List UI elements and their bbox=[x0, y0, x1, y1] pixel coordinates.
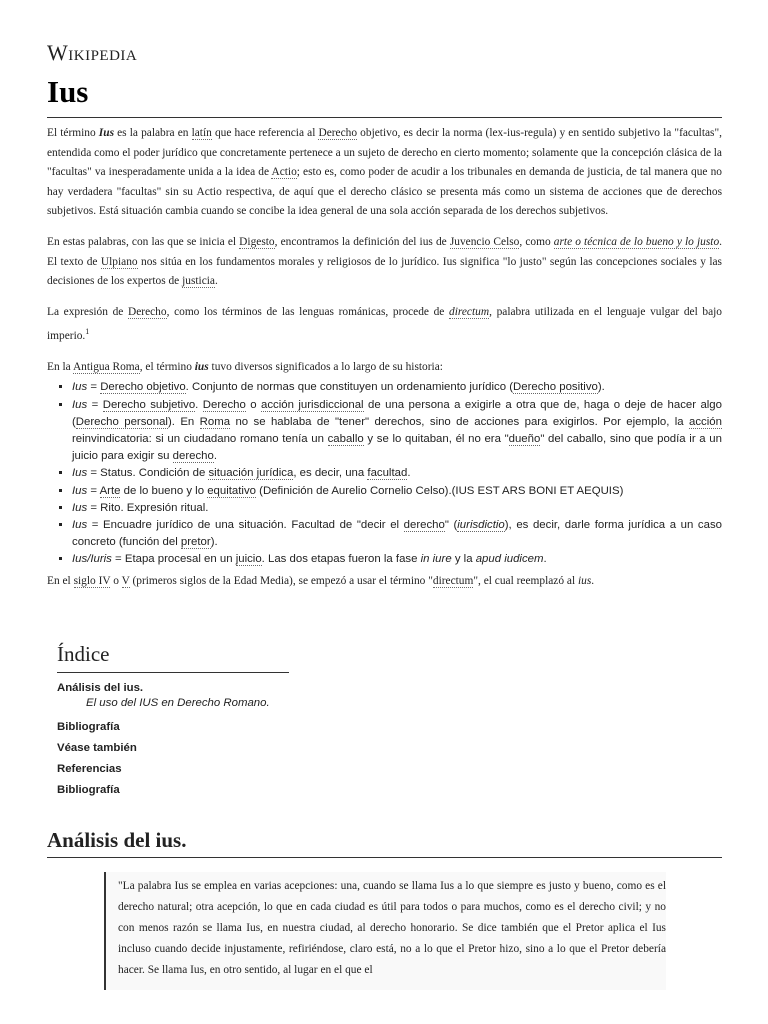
text-run: reinvindicatoria: si un ciudadano romano tenía un bbox=[72, 432, 328, 445]
text-run: ; esto es, como poder de acudir a los tribunales en demanda de justicia, de tal manera que no hay verdadera "facultas" sin su Actio respectiva, de aquí que el derecho clásico se presenta más como un sistema de acciones que de derechos subjetivos. Está situación cambia cuando se concibe la idea general de una sola acción separada de los derechos subjetivos. bbox=[47, 166, 722, 218]
text-run: de lo bueno y lo bbox=[120, 484, 208, 497]
table-of-contents bbox=[57, 642, 289, 801]
article-link[interactable]: facultad bbox=[367, 467, 408, 480]
text-run: ). bbox=[210, 536, 218, 549]
toc-item-bibliografia-2[interactable]: Bibliografía bbox=[57, 784, 120, 796]
article-link[interactable]: juicio bbox=[235, 553, 262, 566]
article-link[interactable]: latín bbox=[191, 127, 212, 139]
toc-subitem-uso-ius[interactable]: El uso del IUS en Derecho Romano. bbox=[86, 697, 270, 709]
list-item bbox=[72, 483, 722, 500]
text-run: ius bbox=[194, 360, 209, 373]
text-run: (primeros siglos de la Edad Media), se empezó a usar el término " bbox=[129, 574, 433, 587]
list-item bbox=[72, 517, 722, 551]
article-link[interactable]: Derecho bbox=[318, 127, 358, 139]
toc-list bbox=[57, 681, 289, 801]
article-link[interactable]: Derecho positivo bbox=[513, 381, 598, 394]
text-run: Ius/Iuris bbox=[72, 553, 112, 566]
section-divider bbox=[47, 857, 722, 858]
text-run: ). En bbox=[167, 415, 200, 428]
article-link[interactable]: Ulpiano bbox=[100, 255, 138, 268]
article-link[interactable]: derecho bbox=[403, 518, 445, 531]
text-run: = Encuadre jurídico de una situación. Facultad de "decir el bbox=[87, 518, 404, 531]
article-link[interactable]: iurisdictio bbox=[457, 518, 505, 531]
list-item bbox=[72, 465, 722, 482]
text-run: Ius bbox=[72, 467, 88, 480]
text-run: que hace referencia al bbox=[211, 127, 319, 139]
text-run: , como los términos de las lenguas románicas, procede de bbox=[166, 305, 449, 318]
text-run: , es decir, una bbox=[293, 467, 368, 480]
article-link[interactable]: Arte bbox=[99, 484, 121, 497]
text-run: Ius bbox=[72, 484, 88, 497]
toc-title: Índice bbox=[57, 642, 289, 673]
text-run: , palabra utilizada en el lenguaje vulgar del bajo imperio. bbox=[47, 305, 723, 343]
text-run: objetivo, es decir la norma (lex-ius-regula) y en sentido subjetivo la "facultas", entendida como el poder jurídico que concretamente pertenece a un sujeto de derecho en cierto momento; solamente que la concepción clásica de la "facultas" va inesperadamente unida a la idea de bbox=[47, 127, 722, 179]
intro-paragraph-4 bbox=[47, 358, 722, 378]
text-run: . Conjunto de normas que constituyen un ordenamiento jurídico ( bbox=[185, 381, 514, 394]
article-link[interactable]: equitativo bbox=[207, 484, 256, 497]
text-run: , como bbox=[519, 235, 554, 248]
article-link[interactable]: siglo IV bbox=[73, 574, 111, 587]
text-run: y se lo quitaban, él no era " bbox=[363, 432, 509, 445]
text-run: . Las dos etapas fueron la fase bbox=[261, 553, 421, 566]
article-link[interactable]: Roma bbox=[199, 415, 231, 428]
intro-paragraph-1 bbox=[47, 124, 722, 222]
text-run: ", el cual reemplazó al bbox=[473, 574, 578, 587]
text-run: es la palabra en bbox=[114, 127, 192, 139]
article-link[interactable]: Digesto bbox=[239, 235, 275, 248]
text-run: " ( bbox=[444, 518, 458, 531]
text-run: . bbox=[407, 467, 411, 480]
reference-marker[interactable]: 1 bbox=[85, 327, 90, 337]
text-run: tuvo diversos significados a lo largo de su historia: bbox=[208, 360, 443, 373]
text-run: Ius bbox=[98, 127, 114, 139]
text-run: = Etapa procesal en un bbox=[111, 553, 236, 566]
text-run: = bbox=[87, 381, 101, 394]
text-run: = bbox=[87, 398, 103, 411]
article-link[interactable]: caballo bbox=[327, 432, 364, 445]
article-link[interactable]: directum bbox=[432, 574, 474, 587]
article-link[interactable]: Derecho objetivo bbox=[100, 381, 186, 394]
article-link[interactable]: acción bbox=[689, 415, 722, 428]
text-run: . bbox=[591, 574, 595, 587]
intro-paragraph-2 bbox=[47, 233, 722, 292]
text-run: , encontramos la definición del ius de bbox=[274, 235, 450, 248]
text-run: . bbox=[213, 450, 218, 463]
article-link[interactable]: Derecho personal bbox=[75, 415, 168, 428]
toc-item-analisis[interactable]: Análisis del ius. bbox=[57, 682, 144, 694]
text-run: En el bbox=[47, 574, 74, 587]
intro-paragraph-3 bbox=[47, 303, 722, 347]
article-link[interactable]: Derecho bbox=[202, 398, 246, 411]
text-run: ). bbox=[597, 381, 605, 394]
article-link[interactable]: derecho bbox=[172, 450, 214, 463]
article-link[interactable]: Actio bbox=[271, 166, 297, 179]
text-run: Ius bbox=[72, 501, 88, 514]
text-run: (Definición de Aurelio Cornelio Celso).(IUS EST ARS BONI ET AEQUIS) bbox=[255, 484, 624, 497]
text-run: . bbox=[195, 398, 203, 411]
article-link[interactable]: Juvencio Celso bbox=[449, 235, 520, 248]
text-run: o bbox=[245, 398, 262, 411]
text-run: . bbox=[543, 553, 547, 566]
article-link[interactable]: arte o técnica de lo bueno y lo justo bbox=[553, 235, 720, 248]
toc-item-referencias[interactable]: Referencias bbox=[57, 763, 122, 775]
article-link[interactable]: Antigua Roma bbox=[72, 360, 140, 373]
text-run: nos sitúa en los fundamentos morales y religiosos de lo jurídico. Ius significa "lo justo" según las concepciones sociales y las decisiones de los expertos de bbox=[47, 255, 722, 288]
text-run: . El texto de bbox=[47, 235, 722, 268]
text-run: La expresión de bbox=[47, 305, 128, 318]
text-run: ius bbox=[577, 574, 592, 587]
article-link[interactable]: situación jurídica bbox=[208, 467, 294, 480]
list-item bbox=[72, 379, 722, 396]
text-run: . bbox=[214, 275, 218, 288]
text-run: o bbox=[110, 574, 122, 587]
text-run: Ius bbox=[72, 398, 88, 411]
list-item bbox=[72, 500, 722, 517]
text-run: = Rito. Expresión ritual. bbox=[87, 501, 209, 514]
text-run: y la bbox=[451, 553, 476, 566]
list-item bbox=[72, 397, 722, 466]
article-link[interactable]: Derecho subjetivo bbox=[102, 398, 196, 411]
text-run: En estas palabras, con las que se inicia el bbox=[47, 235, 240, 248]
article-link[interactable]: V bbox=[121, 574, 130, 587]
toc-item-bibliografia[interactable]: Bibliografía bbox=[57, 721, 120, 733]
title-divider bbox=[47, 117, 722, 118]
text-run: no se hablaba de "tener" derechos, sino de acciones para exigirlos. Por ejemplo, la bbox=[230, 415, 690, 428]
article-body bbox=[47, 124, 722, 602]
article-link[interactable]: Derecho bbox=[128, 305, 167, 318]
article-link[interactable]: justicia bbox=[182, 275, 215, 288]
text-run: En la bbox=[47, 360, 73, 373]
text-run: apud iudicem bbox=[475, 553, 544, 566]
page-title: Ius bbox=[47, 74, 89, 109]
quote-text: "La palabra Ius se emplea en varias acepciones: una, cuando se llama Ius a lo que siempre es justo y bueno, como es el derecho natural; otra acepción, lo que en cada ciudad es útil para todos o para muchos, como es el derecho civil; y no con menos razón se llama Ius, en nuestra ciudad, al derecho honorario. Se dice también que el Pretor aplica el Ius incluso cuando decide injustamente, refiriéndose, claro está, no a lo que el Pretor hizo, sino a lo que el Pretor debería hacer. Se llama Ius, en otro sentido, al lugar en el que el bbox=[118, 880, 666, 976]
toc-item-vease-tambien[interactable]: Véase también bbox=[57, 742, 137, 754]
text-run: Ius bbox=[72, 518, 88, 531]
text-run: ), es decir, darle forma jurídica a un caso concreto (función del bbox=[72, 518, 722, 549]
list-item bbox=[72, 551, 722, 568]
wikipedia-logo[interactable]: Wikipedia bbox=[47, 40, 138, 65]
section-heading-analisis: Análisis del ius. bbox=[47, 828, 187, 852]
article-link[interactable]: acción jurisdiccional bbox=[261, 398, 364, 411]
text-run: Ius bbox=[72, 381, 88, 394]
text-run: in iure bbox=[420, 553, 452, 566]
meanings-list bbox=[47, 379, 722, 568]
article-link[interactable]: dueño bbox=[508, 432, 541, 445]
text-run: El término bbox=[47, 127, 99, 139]
article-link[interactable]: directum bbox=[449, 305, 490, 318]
text-run: = bbox=[87, 484, 100, 497]
text-run: " del caballo, sino que podía ir a un juicio para exigir su bbox=[72, 432, 722, 463]
text-run: , el término bbox=[139, 360, 195, 373]
article-link[interactable]: pretor bbox=[180, 536, 211, 549]
text-run: de una persona a exigirle a otra que de, haga o deje de hacer algo ( bbox=[72, 398, 722, 428]
blockquote bbox=[104, 872, 666, 990]
intro-paragraph-5 bbox=[47, 572, 722, 592]
text-run: = Status. Condición de bbox=[87, 467, 209, 480]
